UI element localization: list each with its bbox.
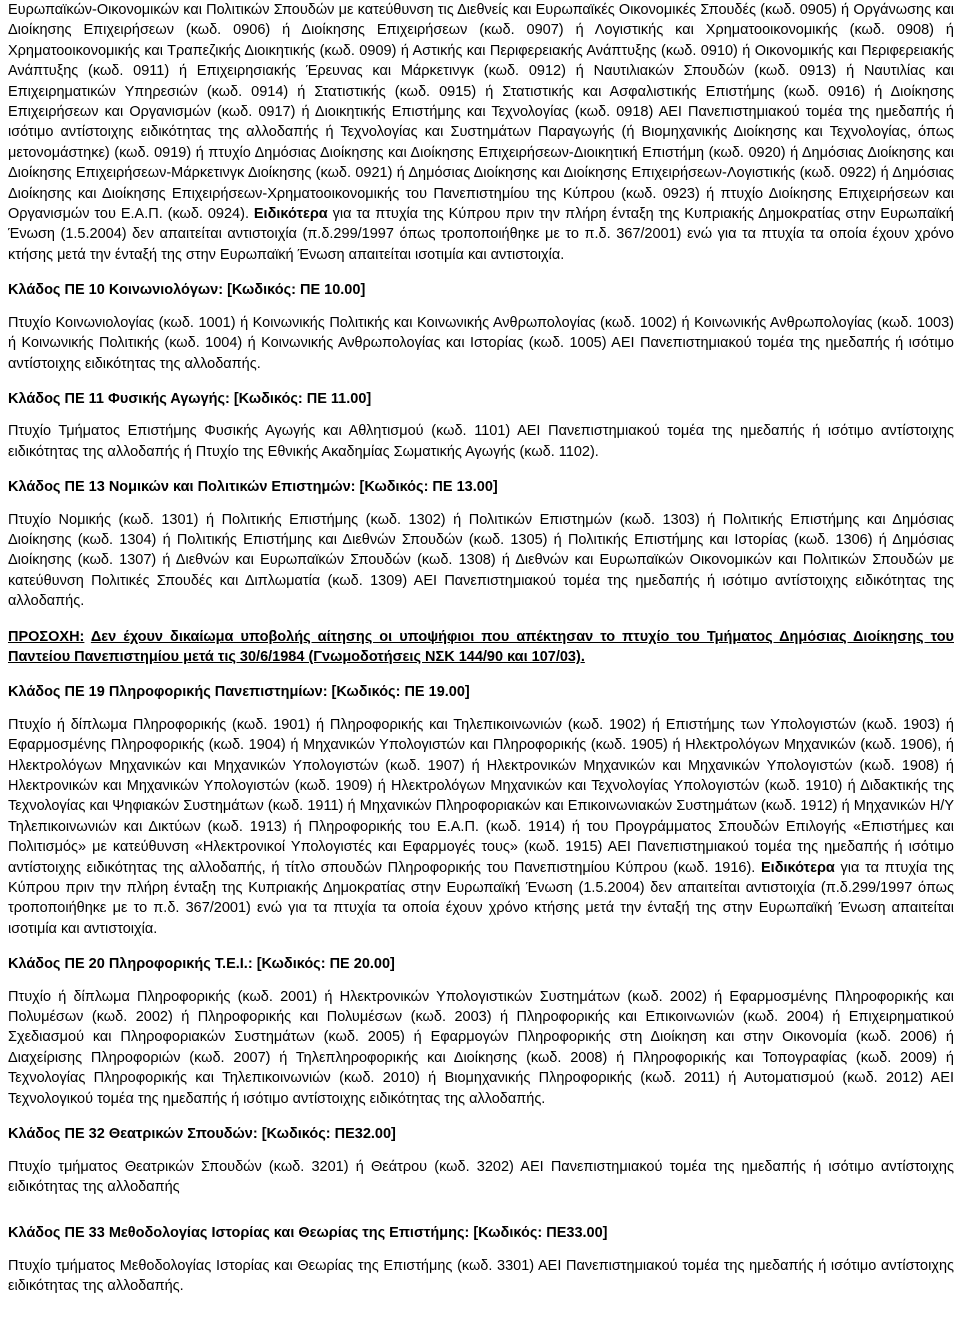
- section-heading-pe20: Κλάδος ΠΕ 20 Πληροφορικής Τ.Ε.Ι.: [Κωδικός: ΠΕ 20.00]: [8, 956, 395, 973]
- section-heading-pe19: Κλάδος ΠΕ 19 Πληροφορικής Πανεπιστημίων: [Κωδικός: ΠΕ 19.00]: [8, 684, 470, 701]
- section-text-pe19: [8, 715, 954, 939]
- intro-paragraph: [8, 0, 954, 265]
- section-text-pe10: Πτυχίο Κοινωνιολογίας (κωδ. 1001) ή Κοινωνικής Πολιτικής και Κοινωνικής Ανθρωπολογίας (κωδ. 1002) ή Κοινωνικής Ανθρωπολογίας (κωδ. 1003) ή Κοινωνικής Πολιτικής (κωδ. 1004) ή Κοινωνικής Ανθρωπολογίας και Ιστορίας (κωδ. 1005) ΑΕΙ Πανεπιστημιακού τομέα της ημεδαπής ή ισότιμο αντίστοιχης ειδικότητας της αλλοδαπής.: [8, 314, 954, 372]
- section-text-pe32: Πτυχίο τμήματος Θεατρικών Σπουδών (κωδ. 3201) ή Θεάτρου (κωδ. 3202) ΑΕΙ Πανεπιστημιακού τομέα της ημεδαπής ή ισότιμο αντίστοιχης ειδικότητας της αλλοδαπής: [8, 1158, 954, 1195]
- pe19-tail: για τα πτυχία της Κύπρου πριν την πλήρη ένταξη της Κυπριακής Δημοκρατίας στην Ευρωπαϊκή Ένωση (1.5.2004) δεν απαιτείται αντιστοιχία (π.δ.299/1997 όπως τροποποιήθηκε με το π.δ. 367/2001) ενώ για τα πτυχία τα οποία έχουν χρόνο κτήσης μετά την ένταξή της στην Ευρωπαϊκή Ένωση απαιτείται ισοτιμία και αντιστοιχία.: [8, 859, 954, 937]
- section-heading-pe11: Κλάδος ΠΕ 11 Φυσικής Αγωγής: [Κωδικός: ΠΕ 11.00]: [8, 390, 372, 407]
- section-text-pe13: Πτυχίο Νομικής (κωδ. 1301) ή Πολιτικής Επιστήμης (κωδ. 1302) ή Πολιτικών Επιστημών (κωδ. 1303) ή Πολιτικής Επιστήμης και Δημόσιας Διοίκησης (κωδ. 1304) ή Πολιτικής Επιστήμης και Διεθνών Σπουδών (κωδ. 1305) ή Πολιτικής Επιστήμης και Ιστορίας (κωδ. 1306) ή Δημόσιας Διοίκησης (κωδ. 1307) ή Διεθνών και Ευρωπαϊκών Σπουδών (κωδ. 1308) ή Διεθνών και Ευρωπαϊκών Οικονομικών και Πολιτικών Σπουδών με κατεύθυνση Πολιτικές Σπουδές και Διπλωματία (κωδ. 1309) ΑΕΙ Πανεπιστημιακού τομέα της ημεδαπής ή ισότιμο αντίστοιχης ειδικότητας της αλλοδαπής.: [8, 511, 954, 610]
- section-heading-pe13: Κλάδος ΠΕ 13 Νομικών και Πολιτικών Επιστημών: [Κωδικός: ΠΕ 13.00]: [8, 479, 498, 496]
- warning-label: ΠΡΟΣΟΧΗ:: [8, 628, 85, 645]
- warning-text: Δεν έχουν δικαίωμα υποβολής αίτησης οι υποψήφιοι που απέκτησαν το πτυχίο του Τμήματος Δημόσιας Διοίκησης του Παντείου Πανεπιστημίου μετά τις 30/6/1984 (Γνωμοδοτήσεις ΝΣΚ 144/90 και 107/03).: [8, 628, 954, 665]
- pe19-emphasis: Ειδικότερα: [761, 859, 835, 876]
- section-heading-pe33: Κλάδος ΠΕ 33 Μεθοδολογίας Ιστορίας και Θεωρίας της Επιστήμης: [Κωδικός: ΠΕ33.00]: [8, 1225, 608, 1242]
- intro-tail: για τα πτυχία της Κύπρου πριν την πλήρη ένταξη της Κυπριακής Δημοκρατίας στην Ευρωπαϊκή Ένωση (1.5.2004) δεν απαιτείται αντιστοιχία (π.δ.299/1997 όπως τροποποιήθηκε με το π.δ. 367/2001) ενώ για τα πτυχία τα οποία έχουν χρόνο κτήσης μετά την ένταξή της στην Ευρωπαϊκή Ένωση απαιτείται ισοτιμία και αντιστοιχία.: [8, 206, 954, 263]
- warning-note: [8, 627, 954, 668]
- section-heading-pe10: Κλάδος ΠΕ 10 Κοινωνιολόγων: [Κωδικός: ΠΕ 10.00]: [8, 282, 366, 299]
- section-heading-pe32: Κλάδος ΠΕ 32 Θεατρικών Σπουδών: [Κωδικός: ΠΕ32.00]: [8, 1126, 396, 1143]
- pe19-text: Πτυχίο ή δίπλωμα Πληροφορικής (κωδ. 1901) ή Πληροφορικής και Τηλεπικοινωνιών (κωδ. 1902) ή Επιστήμης των Υπολογιστών (κωδ. 1903) ή Εφαρμοσμένης Πληροφορικής (κωδ. 1904) ή Μηχανικών Υπολογιστών και Πληροφορικής (κωδ. 1905) ή Ηλεκτρολόγων Μηχανικών (κωδ. 1906), ή Ηλεκτρολόγων Μηχανικών και Μηχανικών Υπολογιστών (κωδ. 1907) ή Ηλεκτρονικών Μηχανικών και Μηχανικών Υπολογιστών (κωδ. 1908) ή Ηλεκτρονικών και Μηχανικών Υπολογιστών (κωδ. 1909) ή Ηλεκτρολόγων Μηχανικών και Τεχνολογίας Υπολογιστών (κωδ. 1910) ή Διδακτικής της Τεχνολογίας και Ψηφιακών Συστημάτων (κωδ. 1911) ή Μηχανικών Πληροφοριακών και Επικοινωνιακών Συστημάτων (κωδ. 1912) ή Μηχανικών Η/Υ Τηλεπικοινωνιών και Δικτύων (κωδ. 1913) ή Πληροφορικής του Ε.Α.Π. (κωδ. 1914) ή του Προγράμματος Σπουδών Επιλογής «Επιστήμες και Πολιτισμός» με κατεύθυνση «Ηλεκτρονικοί Υπολογιστές και Εφαρμογές τους» (κωδ. 1915) ΑΕΙ Πανεπιστημιακού τομέα της ημεδαπής ή ισότιμο αντίστοιχης ειδικότητας της αλλοδαπής, ή τίτλο σπουδών Πληροφορικής του Πανεπιστημίου Κύπρου (κωδ. 1916).: [8, 716, 954, 876]
- section-text-pe20: Πτυχίο ή δίπλωμα Πληροφορικής (κωδ. 2001) ή Ηλεκτρονικών Υπολογιστικών Συστημάτων (κωδ. 2002) ή Εφαρμοσμένης Πληροφορικής και Πολυμέσων (κωδ. 2002) ή Πληροφορικής και Πολυμέσων (κωδ. 2003) ή Πληροφορικής και Επικοινωνιών (κωδ. 2004) ή Επιχειρηματικού Σχεδιασμού και Πληροφοριακών Συστημάτων (κωδ. 2005) ή Εφαρμογών Πληροφορικής στη Διοίκηση και στην Οικονομία (κωδ. 2006) ή Διαχείρισης Πληροφοριών (κωδ. 2007) ή Τηλεπληροφορικής και Διοίκησης (κωδ. 2008) ή Πληροφορικής και Τοπογραφίας (κωδ. 2009) ή Τεχνολογίας Πληροφορικής και Τηλεπικοινωνιών (κωδ. 2010) ή Βιομηχανικής Πληροφορικής (κωδ. 2011) ή Αυτοματισμού (κωδ. 2012) ΑΕΙ Τεχνολογικού τομέα της ημεδαπής ή ισότιμο αντίστοιχης ειδικότητας της αλλοδαπής.: [8, 988, 954, 1107]
- intro-text: Ευρωπαϊκών-Οικονομικών και Πολιτικών Σπουδών με κατεύθυνση τις Διεθνείς και Ευρωπαϊκές Οικονομικές Σπουδές (κωδ. 0905) ή Οργάνωσης και Διοίκησης Επιχειρήσεων (κωδ. 0906) ή Διοίκησης Επιχειρήσεων (κωδ. 0907) ή Λογιστικής και Χρηματοοικονομικής (κωδ. 0908) ή Χρηματοοικονομικής και Τραπεζικής Διοικητικής (κωδ. 0909) ή Αστικής και Περιφερειακής Ανάπτυξης (κωδ. 0910) ή Οικονομικής και Περιφερειακής Ανάπτυξης (κωδ. 0911) ή Επιχειρησιακής Έρευνας και Μάρκετινγκ (κωδ. 0912) ή Ναυτιλιακών Σπουδών (κωδ. 0913) ή Ναυτιλίας και Επιχειρηματικών Υπηρεσιών (κωδ. 0914) ή Στατιστικής (κωδ. 0915) ή Στατιστικής και Ασφαλιστικής Επιστήμης (κωδ. 0916) ή Διοίκησης Επιχειρήσεων και Οργανισμών (κωδ. 0917) ή Διοικητικής Επιστήμης και Τεχνολογίας (κωδ. 0918) ΑΕΙ Πανεπιστημιακού τομέα της ημεδαπής ή ισότιμο αντίστοιχης ειδικότητας της αλλοδαπής ή Τεχνολογίας και Συστημάτων Παραγωγής (ή Βιομηχανικής Διοίκησης και Τεχνολογίας, όπως μετονομάστηκε) (κωδ. 0919) ή πτυχίο Δημόσιας Διοίκησης και Διοίκησης Επιχειρήσεων-Διοικητική Επιστήμη (κωδ. 0920) ή Δημόσιας Διοίκησης και Διοίκησης Επιχειρήσεων-Μάρκετινγκ Διοίκησης (κωδ. 0921) ή Δημόσιας Διοίκησης και Διοίκησης Επιχειρήσεων-Λογιστικής (κωδ. 0922) ή Δημόσιας Διοίκησης και Διοίκησης Επιχειρήσεων-Χρηματοοικονομικής του Πανεπιστημίου της Κύπρου (κωδ. 0923) ή πτυχίο Διοίκησης Επιχειρήσεων και Οργανισμών του Ε.Α.Π. (κωδ. 0924).: [8, 2, 954, 223]
- section-text-pe11: Πτυχίο Τμήματος Επιστήμης Φυσικής Αγωγής και Αθλητισμού (κωδ. 1101) ΑΕΙ Πανεπιστημιακού τομέα της ημεδαπής ή ισότιμο αντίστοιχης ειδικότητας της αλλοδαπής ή Πτυχίο της Εθνικής Ακαδημίας Σωματικής Αγωγής (κωδ. 1102).: [8, 423, 954, 460]
- intro-emphasis: Ειδικότερα: [253, 206, 328, 223]
- section-text-pe33: Πτυχίο τμήματος Μεθοδολογίας Ιστορίας και Θεωρίας της Επιστήμης (κωδ. 3301) ΑΕΙ Πανεπιστημιακού τομέα της ημεδαπής ή ισότιμο αντίστοιχης ειδικότητας της αλλοδαπής.: [8, 1257, 954, 1295]
